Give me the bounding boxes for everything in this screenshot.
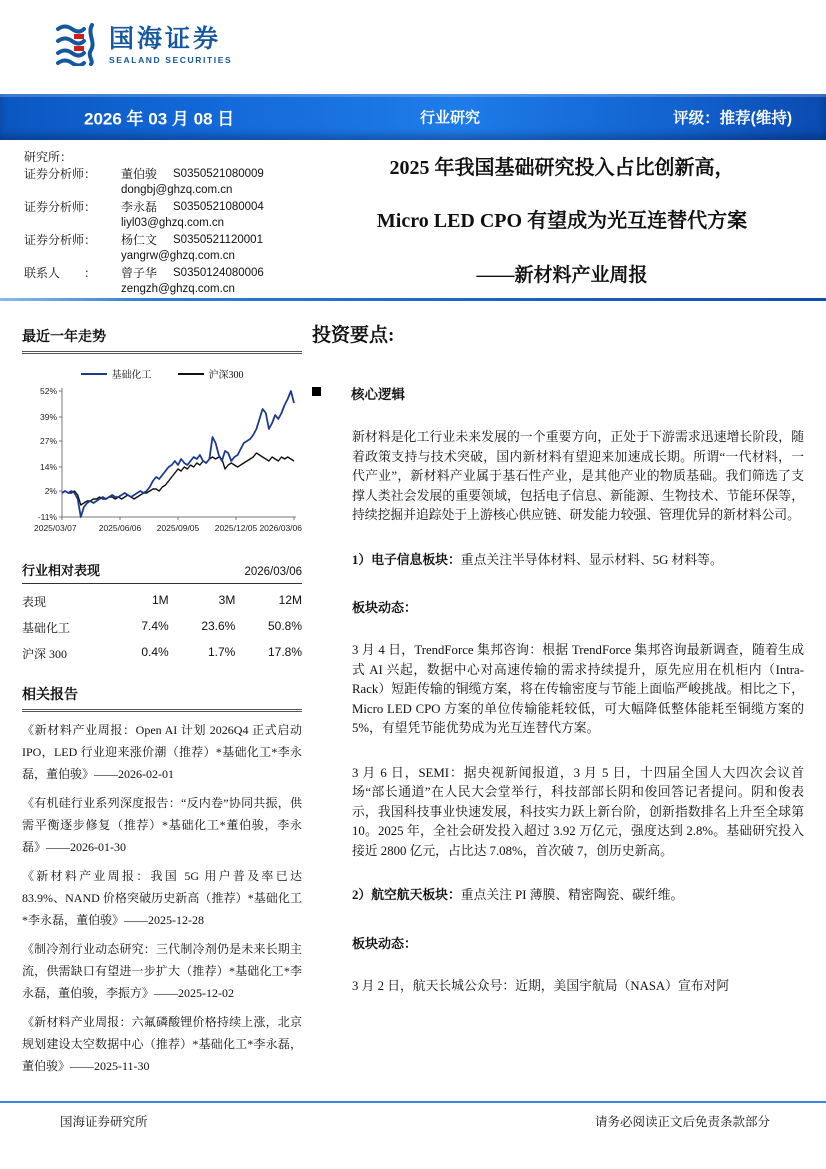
analyst-role-label: 证券分析师： [24,232,97,247]
analyst-email: dongbj@ghzq.com.cn [121,184,233,196]
analyst-license-code: S0350521120001 [173,233,263,246]
header-divider [0,298,826,301]
cell-value: 17.8% [267,645,303,659]
svg-text:2025/03/07: 2025/03/07 [34,523,77,533]
trend-chart-title: 最近一年走势 [22,326,302,354]
electronics-sector-line [352,551,804,571]
research-office-label: 研究所： [24,150,73,164]
svg-text:52%: 52% [39,386,57,396]
cell-value: 23.6% [201,619,236,633]
row-label: 沪深 300 [22,647,68,661]
svg-text:2%: 2% [44,486,57,496]
title-line-1: 2025 年我国基础研究投入占比创新高， [389,157,735,179]
trendforce-paragraph: 3 月 4 日，TrendForce 集邦咨询：根据 TrendForce 集邦咨询最新调查，随着生成式 AI 兴起，数据中心对高速传输的需求持续提升，原先应用在机柜内（Intra-Rack）短距传输的铜缆方案，将在传输密度与节能上面临严峻挑战。相比之下，Micro LED CPO 方案的单位传输能耗较低，可大幅降低整体能耗至铜缆方案的 5%，有望凭节能优势成为光互连替代方案。 [352,643,804,735]
nasa-paragraph: 3 月 2 日，航天长城公众号：近期，美国宇航局（NASA）宣布对阿 [352,978,730,993]
contact-name: 曾子华 [121,265,158,280]
analyst-role-label: 证券分析师： [24,166,97,181]
svg-text:-11%: -11% [37,512,57,522]
legend-line-swatch [81,373,107,375]
analyst-entry [24,265,312,298]
contact-role-label: 联系人 ： [24,265,97,280]
row-label: 基础化工 [22,621,71,635]
svg-text:39%: 39% [39,412,57,422]
analyst-email: liyl03@ghzq.com.cn [121,217,225,229]
svg-text:2025/06/06: 2025/06/06 [98,523,142,533]
sidebar [22,326,302,1077]
cell-value: 0.4% [141,645,169,659]
square-bullet-icon [312,387,321,396]
relative-performance-table [22,560,302,662]
top-bar [0,94,826,140]
rating-badge: 评级：推荐(维持) [673,110,792,127]
svg-text:27%: 27% [39,436,57,446]
legend-item-hs300 [178,366,244,381]
chart-legend [22,366,302,381]
table-date: 2026/03/06 [244,566,302,578]
contact-license-code: S0350124080006 [173,266,264,279]
footer-institute: 国海证券研究所 [60,1115,148,1129]
related-reports [22,684,302,1077]
col-header: 3M [218,593,236,607]
contact-email: zengzh@ghzq.com.cn [121,283,235,295]
analyst-entry [24,199,312,232]
analyst-role-label: 证券分析师： [24,199,97,214]
core-logic-section [312,383,804,403]
brand-subtitle: SEALAND SECURITIES [109,54,233,65]
report-list-item: 《有机硅行业系列深度报告：“反内卷”协同共振，供需平衡逐步修复（推荐）*基础化工*董伯骏，李永磊》——2026-01-30 [22,796,302,854]
main-content [312,320,804,996]
cell-value: 1.7% [207,645,236,659]
sealand-logo-icon [54,20,100,71]
report-category: 行业研究 [420,109,481,127]
col-header: 1M [152,593,169,607]
aerospace-sector-text: 重点关注 PI 薄膜、精密陶瓷、碳纤维。 [460,888,684,902]
analyst-license-code: S0350521080004 [173,200,264,213]
legend-label: 沪深300 [208,370,244,381]
research-office-row [24,149,312,166]
investment-highlights-heading: 投资要点: [312,325,395,346]
related-reports-title: 相关报告 [22,684,302,712]
report-title [312,151,812,287]
core-logic-label: 核心逻辑 [351,387,405,402]
svg-text:2025/12/05: 2025/12/05 [214,523,258,533]
analyst-block [24,149,312,298]
report-list-item: 《新材料产业周报：六氟磷酸锂价格持续上涨，北京规划建设太空数据中心（推荐）*基础化工*李永磊，董伯骏》——2025-11-30 [22,1015,302,1073]
table-header-row [22,584,302,610]
sector-dynamics-label: 板块动态： [352,600,418,615]
col-header: 表现 [22,595,47,609]
svg-text:2025/09/05: 2025/09/05 [156,523,200,533]
trend-chart-svg [22,383,302,541]
table-row [22,636,302,662]
electronics-sector-text: 重点关注半导体材料、显示材料、5G 材料等。 [460,552,723,567]
core-logic-paragraph: 新材料是化工行业未来发展的一个重要方向，正处于下游需求迅速增长阶段，随着政策支持与技术突破，国内新材料有望迎来加速成长期。所谓“一代材料，一代产业”，新材料产业属于基石性产业，是其他产业的物质基础。我们筛选了支撑人类社会发展的重要领域，包括电子信息、新能源、生物技术、节能环保等，持续挖掘并追踪处于上游核心供应链、研发能力较强、管理优异的新材料公司。 [352,430,804,522]
report-list-item: 《新材料产业周报：Open AI 计划 2026Q4 正式启动 IPO，LED 行业迎来涨价潮（推荐）*基础化工*李永磊，董伯骏》——2026-02-01 [22,723,302,781]
report-list-item: 《制冷剂行业动态研究：三代制冷剂仍是未来长期主流，供需缺口有望进一步扩大（推荐）*基础化工*李永磊，董伯骏，李振方》——2025-12-02 [22,942,302,1000]
svg-text:2026/03/06: 2026/03/06 [259,523,302,533]
brand-name: 国海证券 [109,24,222,53]
cell-value: 50.8% [267,619,303,633]
table-title: 行业相对表现 [22,563,101,578]
report-list-item: 《新材料产业周报：我国 5G 用户普及率已达 83.9%、NAND 价格突破历史新高（推荐）*基础化工*李永磊，董伯骏》——2025-12-28 [22,869,302,927]
analyst-name: 杨仁文 [121,232,158,247]
aerospace-sector-line [352,886,804,906]
brand-logo [54,20,232,71]
legend-line-swatch [178,373,204,375]
trend-chart [22,383,302,546]
footer-divider [0,1101,826,1103]
svg-text:14%: 14% [39,462,57,472]
series-hs300 [62,453,294,505]
aerospace-sector-label: 2）航空航天板块： [352,888,461,902]
electronics-sector-label: 1）电子信息板块： [352,552,461,567]
table-row [22,610,302,636]
title-line-3: ——新材料产业周报 [476,265,648,286]
footer-disclaimer: 请务必阅读正文后免责条款部分 [594,1115,770,1129]
analyst-name: 李永磊 [121,199,158,214]
legend-item-jichuhuagong [81,366,152,381]
analyst-entry [24,166,312,199]
analyst-license-code: S0350521080009 [173,167,264,180]
sector-dynamics-label: 板块动态： [352,935,418,951]
semi-paragraph: 3 月 6 日，SEMI：据央视新闻报道，3 月 5 日，十四届全国人大四次会议首场“部长通道”在人民大会堂举行，科技部部长阴和俊回答记者提问。阴和俊表示，我国科技事业快速发展，科技实力跃上新台阶，创新指数排名上升至全球第 10。2025 年，全社会研发投入超过 3.92 万亿元，强度达到 2.8%。基础研究投入接近 2800 亿元，占比达 7.08%，首次破 7，创历史新高。 [352,765,804,858]
analyst-name: 董伯骏 [121,166,158,181]
analyst-email: yangrw@ghzq.com.cn [121,250,235,262]
legend-label: 基础化工 [111,370,152,381]
title-line-2: Micro LED CPO 有望成为光互连替代方案 [376,210,748,232]
analyst-entry [24,232,312,265]
cell-value: 7.4% [141,619,169,633]
col-header: 12M [278,593,303,607]
report-date: 2026 年 03 月 08 日 [84,109,235,129]
